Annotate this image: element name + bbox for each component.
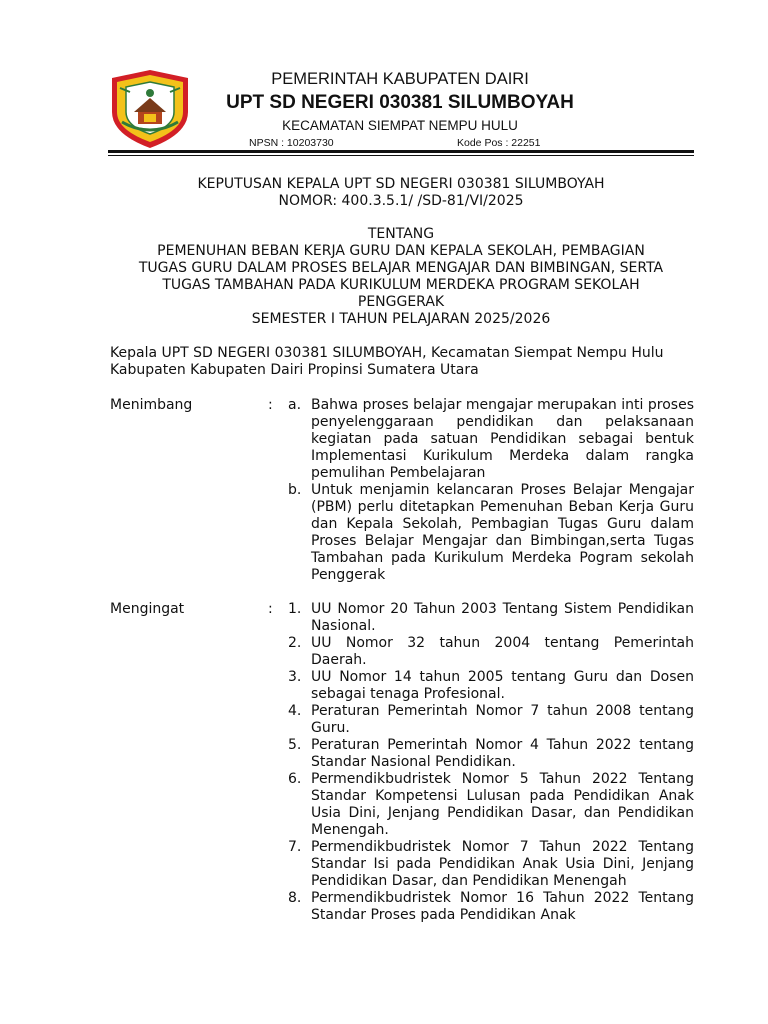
school-name: UPT SD NEGERI 030381 SILUMBOYAH bbox=[226, 92, 574, 113]
government-name: PEMERINTAH KABUPATEN DAIRI bbox=[271, 70, 529, 88]
item-marker: 2. bbox=[288, 635, 302, 651]
decree-number: NOMOR: 400.3.5.1/ /SD-81/VI/2025 bbox=[278, 193, 524, 209]
list-item bbox=[288, 601, 694, 635]
decree-about: TENTANG bbox=[367, 226, 435, 242]
subject-line: PENGGERAK bbox=[357, 294, 445, 310]
list-item bbox=[288, 669, 694, 703]
item-text: Peraturan Pemerintah Nomor 4 Tahun 2022 tentang Standar Nasional Pendidikan. bbox=[311, 737, 694, 770]
item-text: Permendikbudristek Nomor 5 Tahun 2022 Tentang Standar Kompetensi Lulusan pada Pendidikan Anak Usia Dini, Jenjang Pendidikan Dasar, dan Pendidikan Menengah. bbox=[311, 771, 694, 838]
section-colon: : bbox=[268, 601, 273, 617]
item-text: UU Nomor 32 tahun 2004 tentang Pemerintah Daerah. bbox=[311, 635, 694, 668]
item-text: Permendikbudristek Nomor 16 Tahun 2022 Tentang Standar Proses pada Pendidikan Anak bbox=[311, 890, 694, 923]
item-text: Bahwa proses belajar mengajar merupakan inti proses penyelenggaraan pendidikan dan pelaksanaan kegiatan pada satuan Pendidikan sebagai bentuk Implementasi Kurikulum Merdeka dalam rangka pemulihan Pembelajaran bbox=[311, 397, 694, 481]
menimbang-list bbox=[288, 397, 694, 584]
semester-line: SEMESTER I TAHUN PELAJARAN 2025/2026 bbox=[251, 311, 551, 327]
item-marker: 4. bbox=[288, 703, 302, 719]
item-text: Peraturan Pemerintah Nomor 7 tahun 2008 tentang Guru. bbox=[311, 703, 694, 736]
list-item bbox=[288, 737, 694, 771]
mengingat-list bbox=[288, 601, 694, 924]
list-item bbox=[288, 397, 694, 482]
dairi-regency-emblem-icon bbox=[108, 68, 192, 150]
list-item bbox=[288, 839, 694, 890]
subject-line: TUGAS GURU DALAM PROSES BELAJAR MENGAJAR DAN BIMBINGAN, SERTA bbox=[138, 260, 664, 276]
item-text: Untuk menjamin kelancaran Proses Belajar Mengajar (PBM) perlu ditetapkan Pemenuhan Beban Kerja Guru dan Kepala Sekolah, Pembagian Tugas Guru dalam Proses Belajar Mengajar dan Bimbingan,serta Tugas Tambahan pada Kurikulum Merdeka Pogram sekolah Penggerak bbox=[311, 482, 694, 583]
list-item bbox=[288, 890, 694, 924]
item-text: UU Nomor 20 Tahun 2003 Tentang Sistem Pendidikan Nasional. bbox=[311, 601, 694, 634]
section-colon: : bbox=[268, 397, 273, 413]
kode-pos: Kode Pos : 22251 bbox=[457, 137, 541, 149]
item-marker: 6. bbox=[288, 771, 302, 787]
intro-paragraph: Kepala UPT SD NEGERI 030381 SILUMBOYAH, Kecamatan Siempat Nempu Hulu Kabupaten Kabupaten Dairi Propinsi Sumatera Utara bbox=[110, 345, 664, 378]
subject-line: PEMENUHAN BEBAN KERJA GURU DAN KEPALA SEKOLAH, PEMBAGIAN bbox=[157, 243, 645, 259]
section-label: Mengingat bbox=[110, 601, 185, 617]
list-item bbox=[288, 482, 694, 584]
list-item bbox=[288, 635, 694, 669]
letterhead-rule-thick bbox=[108, 150, 694, 153]
decree-title: KEPUTUSAN KEPALA UPT SD NEGERI 030381 SILUMBOYAH bbox=[197, 176, 605, 192]
item-marker: 5. bbox=[288, 737, 302, 753]
item-marker: b. bbox=[288, 482, 302, 498]
item-text: Permendikbudristek Nomor 7 Tahun 2022 Tentang Standar Isi pada Pendidikan Anak Usia Dini, Jenjang Pendidikan Dasar, dan Pendidikan Menengah bbox=[311, 839, 694, 889]
subject-line: TUGAS TAMBAHAN PADA KURIKULUM MERDEKA PROGRAM SEKOLAH bbox=[162, 277, 640, 293]
letterhead-rule-thin bbox=[108, 155, 694, 156]
item-marker: a. bbox=[288, 397, 302, 413]
letterhead bbox=[0, 0, 768, 160]
item-text: UU Nomor 14 tahun 2005 tentang Guru dan Dosen sebagai tenaga Profesional. bbox=[311, 669, 694, 702]
item-marker: 3. bbox=[288, 669, 302, 685]
item-marker: 1. bbox=[288, 601, 302, 617]
list-item bbox=[288, 771, 694, 839]
district-name: KECAMATAN SIEMPAT NEMPU HULU bbox=[282, 118, 518, 133]
list-item bbox=[288, 703, 694, 737]
section-label: Menimbang bbox=[110, 397, 193, 413]
item-marker: 7. bbox=[288, 839, 302, 855]
npsn: NPSN : 10203730 bbox=[249, 137, 334, 149]
item-marker: 8. bbox=[288, 890, 302, 906]
